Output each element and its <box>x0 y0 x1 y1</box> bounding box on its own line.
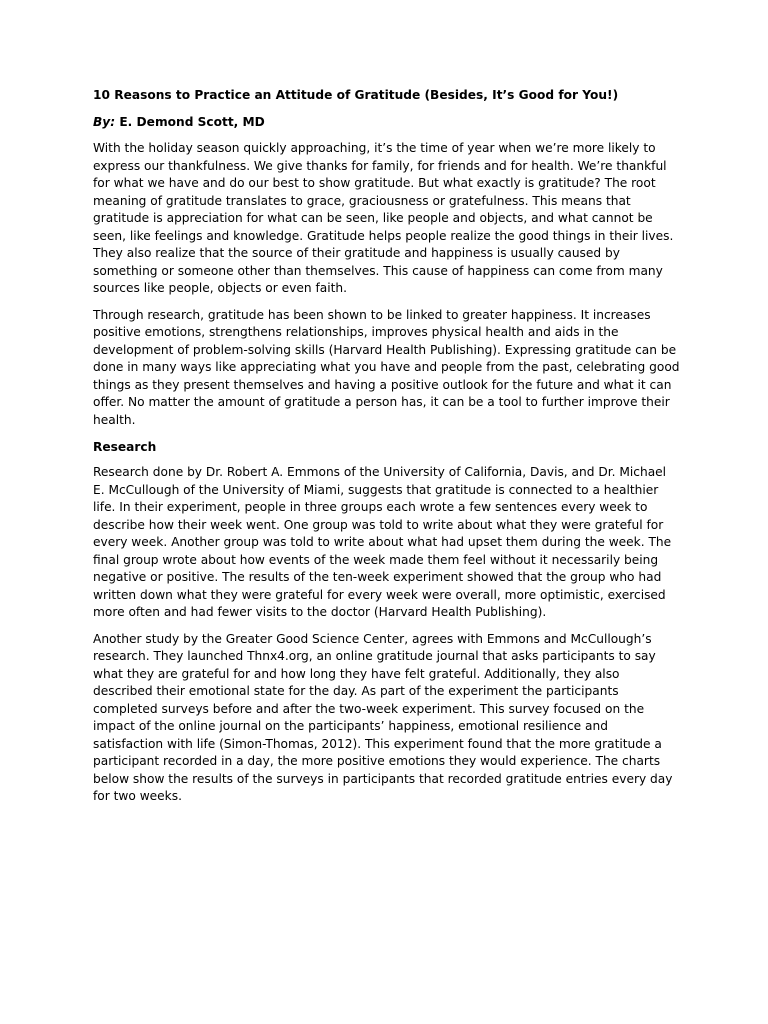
author-name: E. Demond Scott, MD <box>119 115 265 129</box>
section-heading-research: Research <box>93 440 157 454</box>
research-paragraph-2: Another study by the Greater Good Science Center, agrees with Emmons and McCullough’s research. They launched Thnx4.org, an online gratitude journal that asks participants to say what they are grateful for and how long they have felt grateful. Additionally, they also described their emotional state for the day. As part of the experiment the participants completed surveys before and after the two-week experiment. This survey focused on the impact of the online journal on the participants’ happiness, emotional resilience and satisfaction with life (Simon-Thomas, 2012). This experiment found that the more gratitude a participant recorded in a day, the more positive emotions they would experience. The charts below show the results of the surveys in participants that recorded gratitude entries every day for two weeks. <box>93 631 673 803</box>
research-paragraph-1: Research done by Dr. Robert A. Emmons of the University of California, Davis, and Dr. Michael E. McCullough of the University of Miami, suggests that gratitude is connected to a healthier life. In their experiment, people in three groups each wrote a few sentences every week to describe how their week went. One group was told to write about what they were grateful for every week. Another group was told to write about what had upset them during the week. The final group wrote about how events of the week made them feel without it necessarily being negative or positive. The results of the ten-week experiment showed that the group who had written down what they were grateful for every week were overall, more optimistic, exercised more often and had fewer visits to the doctor (Harvard Health Publishing). <box>93 465 672 619</box>
intro-paragraph-2: Through research, gratitude has been shown to be linked to greater happiness. It increases positive emotions, strengthens relationships, improves physical health and aids in the development of problem-solving skills (Harvard Health Publishing). Expressing gratitude can be done in many ways like appreciating what you have and people from the past, celebrating good things as they present themselves and having a positive outlook for the future and what it can offer. No matter the amount of gratitude a person has, it can be a tool to further improve their health. <box>93 307 680 427</box>
article-title: 10 Reasons to Practice an Attitude of Gratitude (Besides, It’s Good for You!) <box>93 88 619 102</box>
byline <box>93 113 676 131</box>
intro-paragraph-1: With the holiday season quickly approaching, it’s the time of year when we’re more likely to express our thankfulness. We give thanks for family, for friends and for health. We’re thankful for what we have and do our best to show gratitude. But what exactly is gratitude? The root meaning of gratitude translates to grace, graciousness or gratefulness. This means that gratitude is appreciation for what can be seen, like people and objects, and what cannot be seen, like feelings and knowledge. Gratitude helps people realize the good things in their lives. They also realize that the source of their gratitude and happiness is usually caused by something or someone other than themselves. This cause of happiness can come from many sources like people, objects or even faith. <box>93 141 674 295</box>
byline-label: By: <box>93 115 116 129</box>
